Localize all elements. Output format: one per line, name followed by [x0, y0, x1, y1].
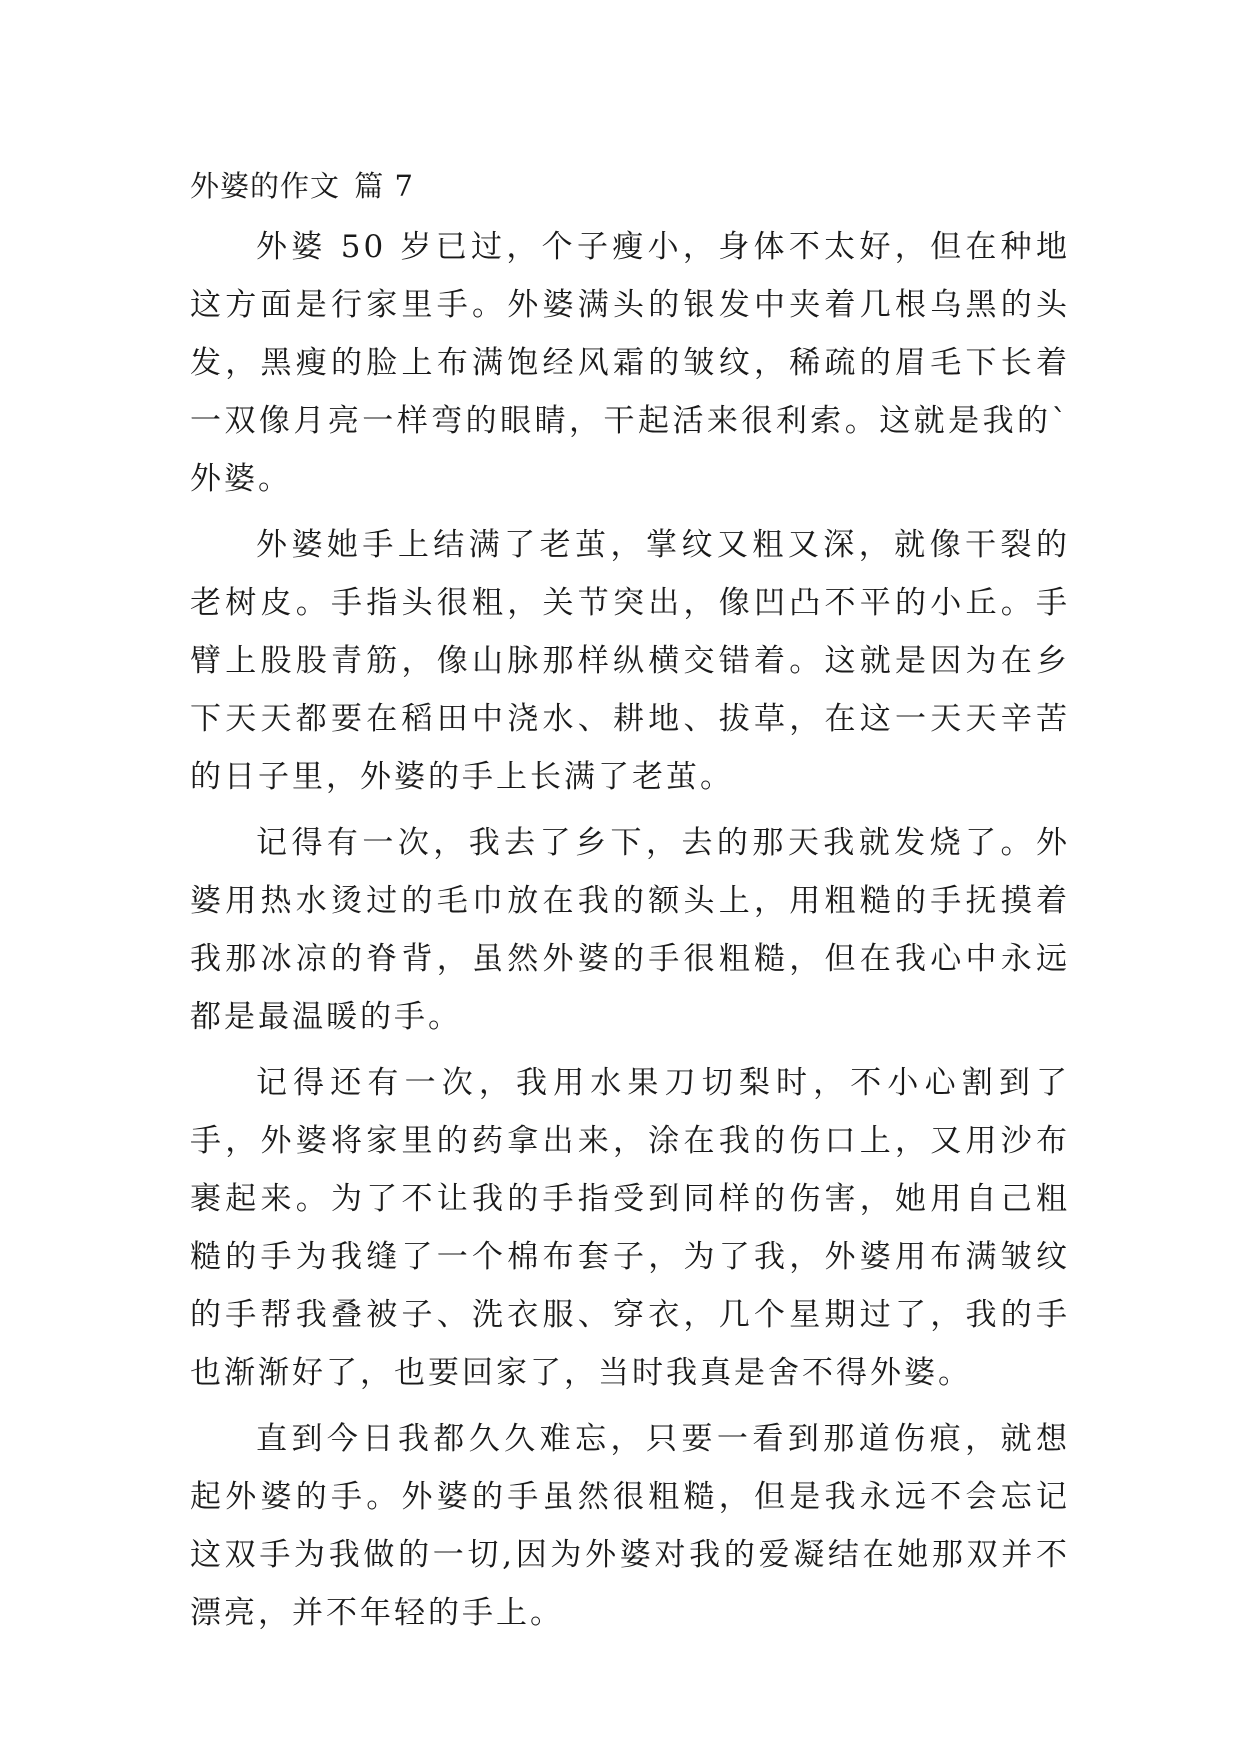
document-title [190, 162, 1070, 210]
paragraph-3: 记得有一次，我去了乡下，去的那天我就发烧了。外婆用热水烫过的毛巾放在我的额头上，用粗糙的手抚摸着我那冰凉的脊背，虽然外婆的手很粗糙，但在我心中永远都是最温暖的手。 [190, 825, 1070, 1035]
paragraph-4: 记得还有一次，我用水果刀切梨时，不小心割到了手，外婆将家里的药拿出来，涂在我的伤口上，又用沙布裹起来。为了不让我的手指受到同样的伤害，她用自己粗糙的手为我缝了一个棉布套子，为了我，外婆用布满皱纹的手帮我叠被子、洗衣服、穿衣，几个星期过了，我的手也渐渐好了，也要回家了，当时我真是舍不得外婆。 [190, 1065, 1070, 1391]
title-text: 外婆的作文 [190, 169, 341, 203]
document-body [190, 162, 1070, 1650]
section-label: 篇 7 [354, 169, 414, 203]
paragraph-5: 直到今日我都久久难忘，只要一看到那道伤痕，就想起外婆的手。外婆的手虽然很粗糙，但是我永远不会忘记这双手为我做的一切,因为外婆对我的爱凝结在她那双并不漂亮，并不年轻的手上。 [190, 1421, 1070, 1631]
paragraph-2: 外婆她手上结满了老茧，掌纹又粗又深，就像干裂的老树皮。手指头很粗，关节突出，像凹凸不平的小丘。手臂上股股青筋，像山脉那样纵横交错着。这就是因为在乡下天天都要在稻田中浇水、耕地、拔草，在这一天天辛苦的日子里，外婆的手上长满了老茧。 [190, 527, 1070, 795]
paragraph-1: 外婆 50 岁已过，个子瘦小，身体不太好，但在种地这方面是行家里手。外婆满头的银发中夹着几根乌黑的头发，黑瘦的脸上布满饱经风霜的皱纹，稀疏的眉毛下长着一双像月亮一样弯的眼睛，干起活来很利索。这就是我的`外婆。 [190, 229, 1070, 497]
